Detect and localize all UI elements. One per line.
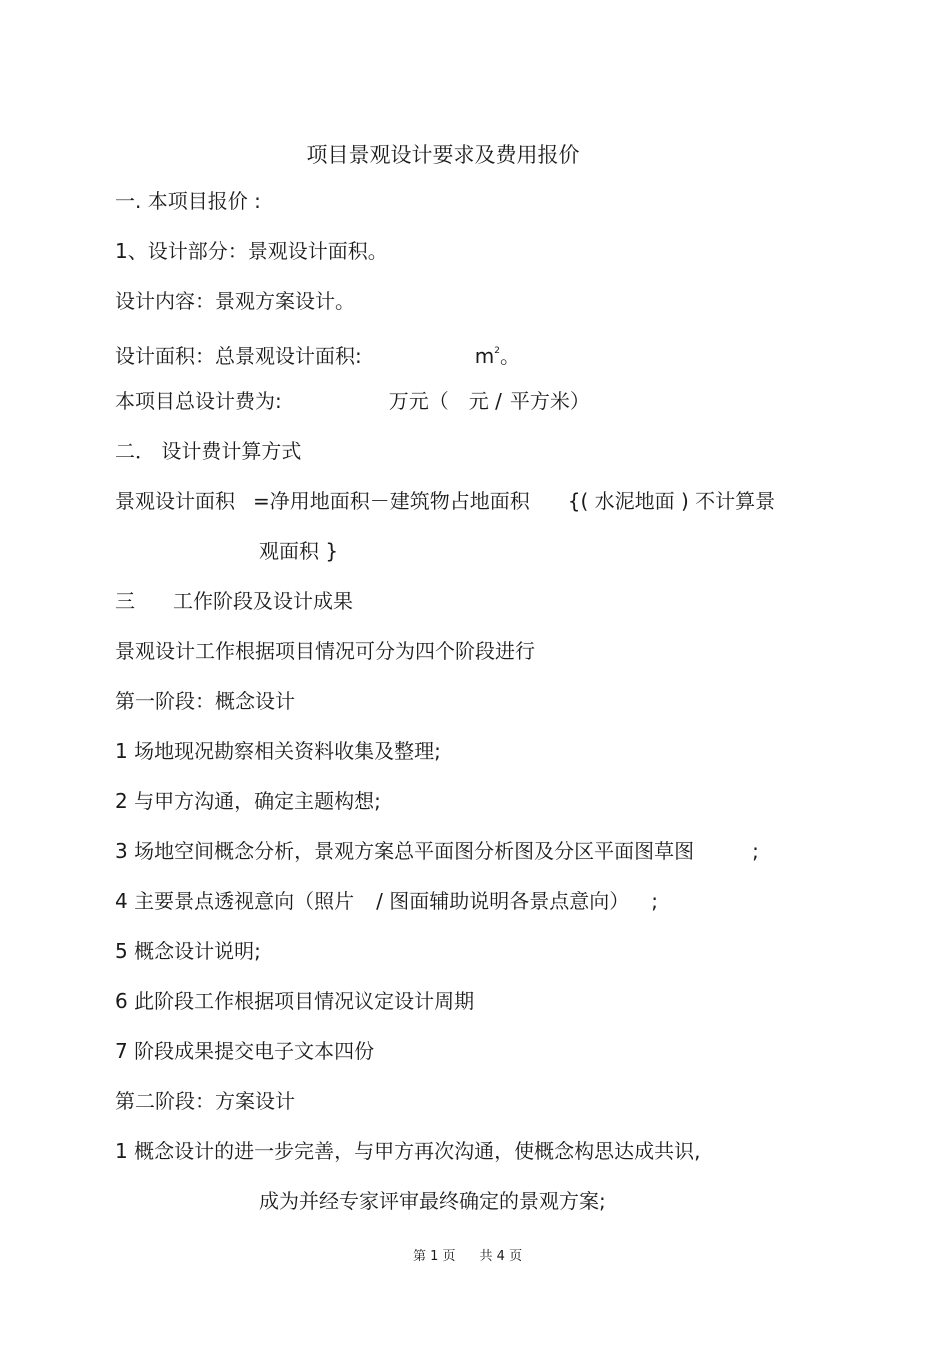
page-total: 共 4 页	[479, 1249, 523, 1264]
section-1-heading: 一. 本项目报价 :	[115, 189, 261, 213]
formula-part-b: =净用地面积－建筑物占地面积	[253, 489, 530, 513]
section-3-number: 三	[115, 589, 135, 613]
stage-2-item-continuation: 成为并经专家评审最终确定的景观方案;	[259, 1189, 606, 1213]
formula-part-a: 景观设计面积	[115, 489, 235, 513]
stage-2-heading: 第二阶段：方案设计	[115, 1089, 295, 1113]
stages-intro: 景观设计工作根据项目情况可分为四个阶段进行	[115, 639, 535, 663]
section-3-heading	[115, 589, 353, 613]
formula-continuation: 观面积 }	[259, 539, 339, 563]
stage-1-item: 6 此阶段工作根据项目情况议定设计周期	[115, 989, 475, 1013]
stage-1-item: 1 场地现况勘察相关资料收集及整理;	[115, 739, 441, 763]
stage-1-item: 7 阶段成果提交电子文本四份	[115, 1039, 375, 1063]
document-title: 项目景观设计要求及费用报价	[306, 143, 580, 167]
fee-label: 本项目总设计费为:	[115, 389, 282, 413]
stage-1-item: 5 概念设计说明;	[115, 939, 261, 963]
stage-1-item: 2 与甲方沟通，确定主题构想;	[115, 789, 381, 813]
stage-1-item-4-end: ;	[651, 889, 658, 913]
stage-1-item-4-text: 4 主要景点透视意向（照片	[115, 889, 355, 913]
design-content-line: 设计内容：景观方案设计。	[115, 289, 355, 313]
stage-1-item-3-end: ;	[752, 839, 759, 863]
stage-1-item	[115, 839, 759, 863]
stage-1-item-3-text: 3 场地空间概念分析，景观方案总平面图分析图及分区平面图草图	[115, 839, 695, 863]
section-2-heading: 二． 设计费计算方式	[115, 439, 302, 463]
area-unit-superscript: 2	[494, 346, 500, 356]
design-part-line: 1、设计部分：景观设计面积。	[115, 239, 388, 263]
fee-sqm: 平方米）	[509, 389, 590, 413]
stage-1-item	[115, 889, 658, 913]
section-3-title: 工作阶段及设计成果	[173, 589, 353, 613]
stage-1-item-4-mid: / 图面辅助说明各景点意向）	[376, 889, 630, 913]
page-footer	[413, 1249, 522, 1265]
stage-1-heading: 第一阶段：概念设计	[115, 689, 295, 713]
fee-wan: 万元（	[388, 389, 449, 413]
formula-part-c: {( 水泥地面 ) 不计算景	[567, 489, 776, 513]
design-area-line	[115, 339, 520, 368]
area-label: 设计面积：总景观设计面积:	[115, 344, 362, 368]
page-number: 第 1 页	[413, 1249, 456, 1264]
fee-yuan: 元 /	[468, 389, 502, 413]
stage-2-item: 1 概念设计的进一步完善，与甲方再次沟通，使概念构思达成共识,	[115, 1139, 701, 1163]
total-fee-line	[115, 389, 590, 413]
area-unit: m	[474, 344, 495, 368]
formula-line	[115, 489, 775, 513]
area-unit-end: 。	[499, 344, 520, 368]
